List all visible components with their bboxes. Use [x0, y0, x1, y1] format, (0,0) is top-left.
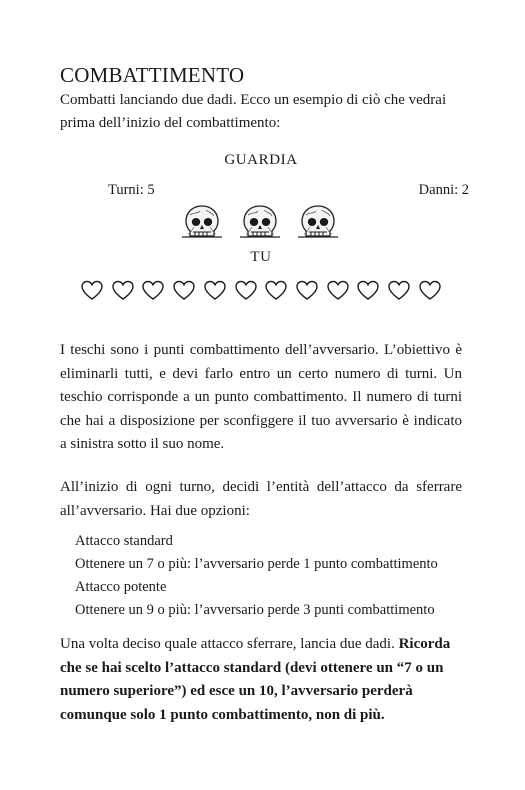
heart-icon [111, 279, 135, 301]
heart-icon [356, 279, 380, 301]
heart-icon [141, 279, 165, 301]
heart-icon [387, 279, 411, 301]
final-paragraph [60, 633, 462, 727]
enemy-name: GUARDIA [224, 152, 298, 168]
heart-icon [326, 279, 350, 301]
player-combat-points [80, 279, 442, 303]
heart-icon [203, 279, 227, 301]
heart-icon [264, 279, 288, 301]
section-title: COMBATTIMENTO [60, 63, 245, 87]
heart-icon [80, 279, 104, 301]
skull-icon [296, 203, 340, 239]
skull-icon [238, 203, 282, 239]
skull-icon [180, 203, 224, 239]
turns-label: Turni: 5 [108, 182, 155, 198]
intro-text: Combatti lanciando due dadi. Ecco un esempio di ciò che vedrai prima dell’inizio del combattimento: [60, 92, 447, 131]
heart-icon [418, 279, 442, 301]
option-standard-rule: Ottenere un 7 o più: l’avversario perde 1 punto combattimento [75, 556, 438, 572]
skulls-explanation: I teschi sono i punti combattimento dell’avversario. L’obiettivo è eliminarli tutti, e devi farlo entro un certo numero di turni. Un teschio corrisponde a un punto combattimento. Il numero di turni che hai a disposizione per sconfiggere il tuo avversario è indicato a sinistra sotto il suo nome. [60, 342, 462, 452]
player-name: TU [250, 249, 272, 265]
attack-options [75, 530, 470, 622]
heart-icon [172, 279, 196, 301]
enemy-combat-points [180, 203, 340, 239]
damage-label: Danni: 2 [418, 182, 469, 198]
turn-start-text: All’inizio di ogni turno, decidi l’entità dell’attacco da sferrare all’avversario. Hai due opzioni: [60, 479, 462, 519]
final-normal-text: Una volta deciso quale attacco sferrare, lancia due dadi. [60, 636, 399, 652]
heart-icon [234, 279, 258, 301]
option-powerful-rule: Ottenere un 9 o più: l’avversario perde 3 punti combattimento [75, 602, 435, 618]
heart-icon [295, 279, 319, 301]
final-bold-text: Ricorda che se hai scelto l’attacco standard (devi ottenere un “7 o un numero superiore”) ed esce un 10, l’avversario perderà comunque solo 1 punto combattimento, non di più. [60, 636, 451, 723]
option-standard-attack: Attacco standard [75, 533, 173, 549]
option-powerful-attack: Attacco potente [75, 579, 167, 595]
